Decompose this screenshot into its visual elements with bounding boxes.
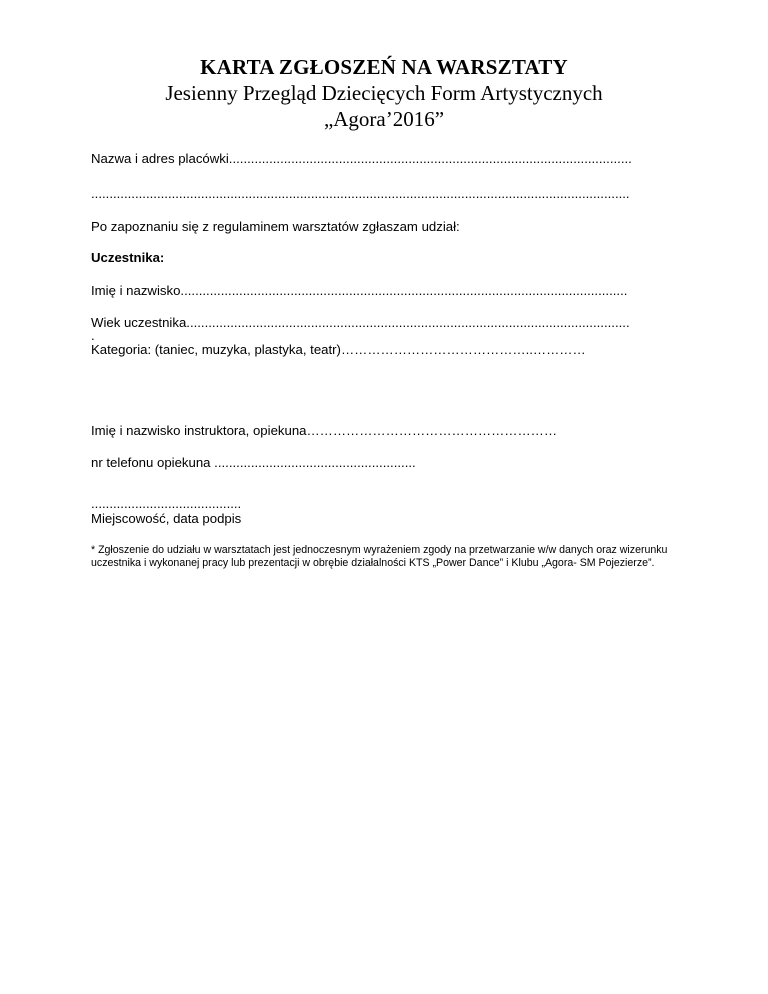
participant-age-field[interactable]: Wiek uczestnika......................................................................................................................... [91, 315, 630, 330]
guardian-phone-field[interactable]: nr telefonu opiekuna ....................................................... [91, 455, 416, 470]
consent-footnote: * Zgłoszenie do udziału w warsztatach jest jednoczesnym wyrażeniem zgody na przetwarzanie w/w danych oraz wizerunku uczestnika i wykonanej pracy lub prezentacji w obrębie działalności KTS „Power Dance” i Klubu „Agora- SM Pojezierze”. [91, 544, 668, 569]
instructor-name-field[interactable]: Imię i nazwisko instruktora, opiekuna………………………………………………… [91, 423, 558, 438]
consent-text: Po zapoznaniu się z regulaminem warsztatów zgłaszam udział: [91, 219, 460, 234]
institution-field-continued[interactable]: ................................................................................................................................................... [91, 186, 630, 201]
event-edition: „Agora’2016” [323, 107, 445, 131]
page-title: KARTA ZGŁOSZEŃ NA WARSZTATY [200, 55, 568, 79]
signature-field[interactable]: ......................................... [91, 496, 242, 511]
participant-heading: Uczestnika: [91, 250, 165, 265]
signature-label: Miejscowość, data podpis [91, 511, 242, 526]
participant-name-field[interactable]: Imię i nazwisko.......................................................................................................................... [91, 283, 628, 298]
category-field[interactable]: Kategoria: (taniec, muzyka, plastyka, teatr)……………………………………..………… [91, 342, 586, 357]
institution-field[interactable]: Nazwa i adres placówki.............................................................................................................. [91, 151, 632, 166]
event-name: Jesienny Przegląd Dziecięcych Form Artystycznych [165, 81, 603, 105]
participant-age-overflow: . [91, 328, 95, 343]
header [0, 54, 768, 132]
